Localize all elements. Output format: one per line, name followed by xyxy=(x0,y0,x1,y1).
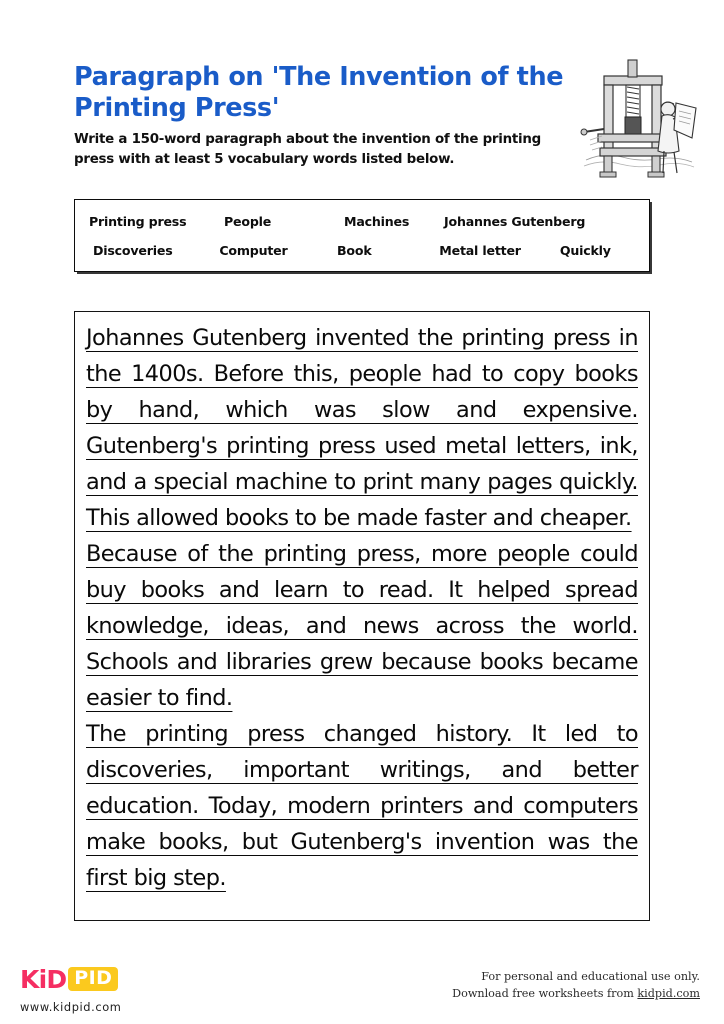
vocabulary-word: Johannes Gutenberg xyxy=(444,213,586,229)
header xyxy=(74,62,650,170)
footer-note-line2 xyxy=(452,985,700,1002)
vocabulary-word: Machines xyxy=(344,213,410,229)
vocabulary-row xyxy=(87,236,637,265)
vocabulary-word: Computer xyxy=(219,242,288,258)
vocabulary-word: Quickly xyxy=(559,242,611,258)
footer-note-prefix: Download free worksheets from xyxy=(452,987,638,1001)
instructions-text: Write a 150-word paragraph about the invention of the printing press with at least 5 vocabulary words listed below. xyxy=(74,132,542,168)
page-title: Paragraph on 'The Invention of the Printing Press' xyxy=(74,62,564,124)
answer-paragraph: Because of the printing press, more people could buy books and learn to read. It helped spread knowledge, ideas, and news across the world. Schools and libraries grew because books became easier to find. xyxy=(86,541,638,711)
vocabulary-box xyxy=(74,199,650,272)
vocabulary-word: Printing press xyxy=(89,213,187,229)
kidpid-logo[interactable] xyxy=(20,965,200,1014)
footer-note xyxy=(452,968,700,1003)
logo-mark xyxy=(20,965,200,993)
answer-box[interactable] xyxy=(74,311,650,921)
footer-note-line1: For personal and educational use only. xyxy=(481,970,700,983)
vocabulary-word: People xyxy=(224,213,272,229)
footer xyxy=(0,955,724,1024)
vocabulary-word: Book xyxy=(337,242,372,258)
answer-paragraph: The printing press changed history. It led to discoveries, important writings, and better education. Today, modern printers and computers make books, but Gutenberg's invention was the first big step. xyxy=(86,721,638,891)
vocabulary-row xyxy=(87,207,637,236)
vocabulary-word: Metal letter xyxy=(439,242,521,258)
logo-kid-text: KiD xyxy=(20,964,67,994)
vocabulary-word: Discoveries xyxy=(93,242,173,258)
kidpid-link[interactable]: kidpid.com xyxy=(637,987,700,1001)
logo-pid-badge: PID xyxy=(68,967,118,991)
answer-paragraph: Johannes Gutenberg invented the printing press in the 1400s. Before this, people had to copy books by hand, which was slow and expensive. Gutenberg's printing press used metal letters, ink, and a special machine to print many pages quickly. This allowed books to be made faster and cheaper. xyxy=(86,325,638,531)
printing-press-icon xyxy=(578,56,700,184)
logo-url-text: www.kidpid.com xyxy=(20,1000,122,1014)
